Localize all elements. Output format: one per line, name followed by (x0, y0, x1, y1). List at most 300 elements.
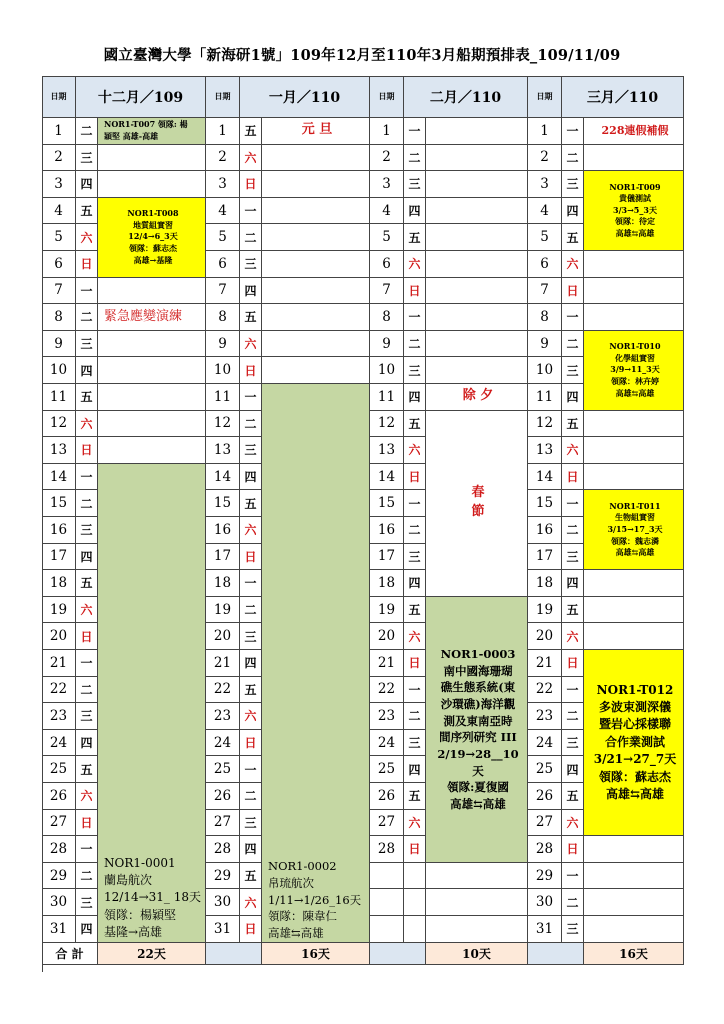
day-number: 13 (528, 437, 562, 464)
day-number: 23 (206, 703, 240, 730)
event-line: 高雄⇆高雄 (615, 387, 655, 398)
event-text (98, 118, 205, 144)
event-cell (426, 198, 528, 225)
weekday: 二 (76, 118, 98, 145)
weekday: 二 (562, 331, 584, 358)
weekday: 六 (562, 437, 584, 464)
event-cell (584, 251, 684, 278)
event-line: 領隊：陳韋仁 (268, 909, 337, 924)
month-header: 十二月／109 (76, 76, 206, 118)
day-number: 11 (370, 384, 404, 411)
event-text (584, 171, 683, 250)
weekday: 四 (76, 916, 98, 943)
event-line: 高雄⇆高雄 (268, 925, 324, 940)
event-line: 領隊：待定 (615, 216, 655, 227)
day-number: 7 (206, 278, 240, 305)
day-number: 25 (42, 756, 76, 783)
day-number: 10 (42, 357, 76, 384)
day-number: 20 (370, 623, 404, 650)
event-line: 3/21→27_7天 (593, 752, 677, 767)
weekday: 五 (240, 118, 262, 145)
event-cell (584, 570, 684, 597)
weekday: 日 (562, 650, 584, 677)
month-header: 二月／110 (404, 76, 528, 118)
weekday: 五 (240, 304, 262, 331)
event-cell (426, 224, 528, 251)
event-line: 礁生態系統(東 (440, 680, 516, 695)
page-title: 國立臺灣大學「新海研1號」109年12月至110年3月船期預排表_109/11/09 (103, 47, 621, 64)
event-cell (262, 278, 370, 305)
day-number: 6 (42, 251, 76, 278)
event-line: 化學組實習 (615, 352, 655, 363)
day-number: 17 (206, 544, 240, 571)
weekday: 四 (404, 198, 426, 225)
day-number: 30 (528, 889, 562, 916)
weekday: 四 (240, 836, 262, 863)
total-spacer (370, 943, 426, 965)
event-line: 合作業測試 (604, 734, 665, 749)
day-number: 17 (528, 544, 562, 571)
day-number: 16 (206, 517, 240, 544)
event-line: 地質組實習 (133, 219, 173, 230)
weekday: 三 (562, 171, 584, 198)
day-number: 12 (370, 411, 404, 438)
weekday: 一 (404, 304, 426, 331)
weekday: 三 (404, 357, 426, 384)
day-number: 14 (528, 464, 562, 491)
event-cell (98, 171, 206, 198)
event-block (584, 331, 684, 411)
event-line: 高雄⇆高雄 (450, 796, 506, 811)
weekday: 三 (76, 331, 98, 358)
weekday: 四 (76, 544, 98, 571)
event-text (262, 384, 369, 942)
day-number: 5 (42, 224, 76, 251)
event-cell (584, 836, 684, 863)
day-number: 13 (42, 437, 76, 464)
day-number: 23 (42, 703, 76, 730)
event-line: 穎堅 高雄-高雄 (104, 130, 159, 141)
event-cell (262, 198, 370, 225)
day-number: 1 (206, 118, 240, 145)
day-number: 15 (528, 490, 562, 517)
event-text (584, 331, 683, 410)
day-number: 4 (370, 198, 404, 225)
day-number: 15 (206, 490, 240, 517)
month-total: 16天 (262, 943, 370, 965)
day-number: 14 (370, 464, 404, 491)
event-cell (426, 331, 528, 358)
weekday: 二 (562, 703, 584, 730)
event-line: NOR1-T011 (609, 500, 661, 511)
day-number: 26 (370, 783, 404, 810)
day-number: 27 (42, 810, 76, 837)
weekday: 二 (240, 783, 262, 810)
event-cell (262, 331, 370, 358)
event-text (584, 650, 683, 835)
month-header: 三月／110 (562, 76, 684, 118)
weekday: 四 (240, 278, 262, 305)
weekday: 五 (562, 224, 584, 251)
event-line: 貴儀測試 (619, 193, 651, 204)
date-header: 日期 (42, 76, 76, 118)
weekday: 三 (240, 623, 262, 650)
weekday: 一 (76, 650, 98, 677)
weekday: 一 (240, 756, 262, 783)
event-line: 228連假補假 (601, 123, 669, 137)
weekday: 二 (562, 145, 584, 172)
day-number: 2 (206, 145, 240, 172)
event-cell (98, 437, 206, 464)
weekday: 日 (240, 916, 262, 943)
weekday: 一 (404, 490, 426, 517)
event-line: 帛琉航次 (268, 875, 314, 890)
day-number: 23 (528, 703, 562, 730)
event-line: 1/11→1/26_16天 (268, 892, 362, 907)
day-number: 2 (370, 145, 404, 172)
day-number: 18 (206, 570, 240, 597)
event-block (98, 118, 206, 145)
event-block (426, 597, 528, 863)
day-number: 27 (206, 810, 240, 837)
weekday: 二 (240, 411, 262, 438)
empty-cell (404, 889, 426, 916)
day-number: 3 (528, 171, 562, 198)
weekday: 六 (240, 331, 262, 358)
day-number: 8 (42, 304, 76, 331)
event-text (98, 464, 205, 942)
weekday: 四 (404, 756, 426, 783)
event-text (584, 118, 683, 144)
event-line: 高雄⇆高雄 (615, 227, 655, 238)
weekday: 六 (76, 224, 98, 251)
weekday: 三 (404, 730, 426, 757)
weekday: 三 (76, 703, 98, 730)
weekday: 四 (404, 384, 426, 411)
day-number: 27 (528, 810, 562, 837)
weekday: 日 (404, 278, 426, 305)
month-header: 一月／110 (240, 76, 370, 118)
day-number: 16 (528, 517, 562, 544)
weekday: 一 (562, 490, 584, 517)
event-line: 節 (471, 504, 485, 520)
weekday: 一 (76, 836, 98, 863)
day-number: 28 (42, 836, 76, 863)
event-line: 高雄⇆高雄 (605, 787, 665, 802)
event-cell (98, 411, 206, 438)
weekday: 日 (562, 278, 584, 305)
empty-cell (370, 863, 404, 890)
weekday: 四 (562, 756, 584, 783)
weekday: 日 (76, 623, 98, 650)
weekday: 六 (76, 783, 98, 810)
day-number: 21 (206, 650, 240, 677)
event-text (98, 304, 205, 330)
event-line: 領隊：蘇志杰 (129, 242, 177, 253)
weekday: 五 (404, 224, 426, 251)
event-line: 生物組實習 (615, 512, 655, 523)
day-number: 11 (206, 384, 240, 411)
event-line: 3/9→11_3天 (610, 364, 660, 375)
event-line: NOR1-T010 (609, 341, 661, 352)
weekday: 日 (240, 357, 262, 384)
month-total: 16天 (584, 943, 684, 965)
event-line: 沙環礁)海洋觀 (440, 696, 516, 711)
day-number: 10 (370, 357, 404, 384)
day-number: 1 (370, 118, 404, 145)
weekday: 五 (76, 198, 98, 225)
day-number: 16 (42, 517, 76, 544)
weekday: 五 (76, 756, 98, 783)
weekday: 日 (404, 464, 426, 491)
weekday: 五 (240, 863, 262, 890)
day-number: 23 (370, 703, 404, 730)
day-number: 22 (528, 677, 562, 704)
event-cell (426, 118, 528, 145)
event-block (262, 384, 370, 943)
event-line: 領隊：魏志潾 (611, 535, 659, 546)
day-number: 22 (370, 677, 404, 704)
day-number: 25 (528, 756, 562, 783)
empty-cell (404, 863, 426, 890)
day-number: 27 (370, 810, 404, 837)
day-number: 20 (528, 623, 562, 650)
day-number: 3 (42, 171, 76, 198)
weekday: 三 (240, 810, 262, 837)
event-cell (98, 357, 206, 384)
event-block (262, 118, 370, 145)
event-cell (426, 304, 528, 331)
weekday: 五 (240, 677, 262, 704)
day-number: 25 (370, 756, 404, 783)
event-block (584, 650, 684, 836)
weekday: 三 (404, 171, 426, 198)
weekday: 日 (76, 251, 98, 278)
event-line: 蘭島航次 (104, 872, 153, 887)
event-cell (584, 304, 684, 331)
event-line: NOR1-T007 領隊: 楊 (104, 119, 188, 130)
event-cell (584, 278, 684, 305)
day-number: 9 (206, 331, 240, 358)
day-number: 31 (206, 916, 240, 943)
weekday: 一 (76, 464, 98, 491)
weekday: 一 (404, 677, 426, 704)
event-cell (584, 623, 684, 650)
event-line: 領隊：蘇志杰 (598, 769, 671, 784)
weekday: 二 (76, 490, 98, 517)
event-line: 南中國海珊瑚 (443, 663, 513, 678)
event-line: 領隊：楊穎堅 (104, 907, 177, 922)
day-number: 29 (528, 863, 562, 890)
event-cell (262, 251, 370, 278)
weekday: 六 (76, 597, 98, 624)
weekday: 二 (240, 597, 262, 624)
day-number: 28 (206, 836, 240, 863)
event-text (426, 384, 527, 410)
day-number: 11 (42, 384, 76, 411)
weekday: 六 (562, 623, 584, 650)
day-number: 8 (206, 304, 240, 331)
day-number: 26 (528, 783, 562, 810)
day-number: 6 (370, 251, 404, 278)
event-cell (262, 304, 370, 331)
event-cell (426, 251, 528, 278)
weekday: 六 (562, 251, 584, 278)
weekday: 五 (404, 783, 426, 810)
weekday: 六 (404, 810, 426, 837)
event-cell (584, 145, 684, 172)
event-line: 2/19→28__10 (437, 746, 519, 761)
weekday: 三 (240, 437, 262, 464)
event-block (98, 198, 206, 278)
event-cell (426, 145, 528, 172)
day-number: 26 (206, 783, 240, 810)
event-cell (584, 889, 684, 916)
day-number: 8 (370, 304, 404, 331)
day-number: 26 (42, 783, 76, 810)
day-number: 29 (206, 863, 240, 890)
event-cell (584, 437, 684, 464)
weekday: 三 (76, 889, 98, 916)
event-cell (98, 145, 206, 172)
day-number: 1 (528, 118, 562, 145)
weekday: 二 (76, 677, 98, 704)
event-line: 緊急應變演練 (104, 308, 183, 324)
day-number: 21 (528, 650, 562, 677)
event-line: NOR1-0003 (440, 646, 516, 661)
weekday: 日 (404, 650, 426, 677)
event-cell (584, 411, 684, 438)
day-number: 24 (206, 730, 240, 757)
weekday: 五 (240, 490, 262, 517)
event-line: 高雄→基隆 (133, 254, 173, 265)
weekday: 三 (562, 730, 584, 757)
event-cell (262, 357, 370, 384)
event-block (584, 171, 684, 251)
event-cell (584, 863, 684, 890)
day-number: 4 (42, 198, 76, 225)
event-line: 領隊：林卉婷 (611, 375, 659, 386)
empty-cell (404, 916, 426, 943)
weekday: 五 (562, 411, 584, 438)
event-line: 12/4→6_3天 (128, 231, 178, 242)
weekday: 二 (76, 304, 98, 331)
event-line: 領隊:夏復國 (447, 780, 509, 795)
day-number: 12 (42, 411, 76, 438)
weekday: 三 (76, 145, 98, 172)
event-line: 12/14→31_ 18天 (104, 890, 201, 905)
day-number: 18 (42, 570, 76, 597)
weekday: 日 (76, 810, 98, 837)
weekday: 四 (562, 570, 584, 597)
event-cell (584, 916, 684, 943)
weekday: 二 (404, 703, 426, 730)
event-cell (98, 278, 206, 305)
event-cell (262, 171, 370, 198)
event-line: NOR1-T012 (596, 682, 674, 697)
day-number: 2 (528, 145, 562, 172)
weekday: 五 (562, 783, 584, 810)
day-number: 28 (528, 836, 562, 863)
day-number: 14 (42, 464, 76, 491)
event-line: 3/3→5_3天 (613, 204, 657, 215)
event-cell (262, 145, 370, 172)
weekday: 二 (404, 331, 426, 358)
day-number: 5 (528, 224, 562, 251)
day-number: 22 (42, 677, 76, 704)
empty-cell (426, 863, 528, 890)
date-header: 日期 (528, 76, 562, 118)
weekday: 六 (404, 623, 426, 650)
day-number: 28 (370, 836, 404, 863)
date-header: 日期 (370, 76, 404, 118)
event-block (98, 304, 206, 331)
day-number: 20 (42, 623, 76, 650)
event-cell (426, 357, 528, 384)
event-line: NOR1-0002 (268, 859, 337, 874)
event-block (584, 490, 684, 570)
weekday: 四 (404, 570, 426, 597)
event-block (98, 464, 206, 943)
event-line: 多波束測深儀 (598, 700, 671, 715)
day-number: 21 (370, 650, 404, 677)
day-number: 6 (206, 251, 240, 278)
day-number: 13 (370, 437, 404, 464)
event-line: NOR1-T008 (127, 208, 179, 219)
weekday: 四 (562, 384, 584, 411)
weekday: 日 (404, 836, 426, 863)
weekday: 六 (404, 437, 426, 464)
weekday: 六 (240, 145, 262, 172)
empty-cell (370, 889, 404, 916)
day-number: 18 (528, 570, 562, 597)
day-number: 9 (42, 331, 76, 358)
schedule-table (42, 76, 684, 972)
weekday: 一 (240, 570, 262, 597)
empty-cell (426, 889, 528, 916)
weekday: 日 (562, 836, 584, 863)
day-number: 15 (370, 490, 404, 517)
day-number: 9 (370, 331, 404, 358)
day-number: 29 (42, 863, 76, 890)
day-number: 9 (528, 331, 562, 358)
day-number: 17 (42, 544, 76, 571)
total-label: 合 計 (42, 943, 98, 965)
empty-cell (426, 916, 528, 943)
event-text (262, 118, 369, 144)
weekday: 六 (240, 517, 262, 544)
weekday: 三 (562, 916, 584, 943)
weekday: 五 (404, 411, 426, 438)
weekday: 四 (240, 650, 262, 677)
weekday: 四 (76, 171, 98, 198)
event-line: 3/15→17_3天 (607, 523, 663, 534)
total-spacer (528, 943, 584, 965)
event-text (98, 198, 205, 277)
event-line: 高雄⇆高雄 (615, 547, 655, 558)
weekday: 一 (562, 863, 584, 890)
event-text (584, 490, 683, 569)
day-number: 10 (206, 357, 240, 384)
weekday: 二 (404, 517, 426, 544)
day-number: 3 (370, 171, 404, 198)
day-number: 16 (370, 517, 404, 544)
weekday: 三 (562, 544, 584, 571)
weekday: 六 (76, 411, 98, 438)
day-number: 2 (42, 145, 76, 172)
event-block (584, 118, 684, 145)
day-number: 7 (528, 278, 562, 305)
